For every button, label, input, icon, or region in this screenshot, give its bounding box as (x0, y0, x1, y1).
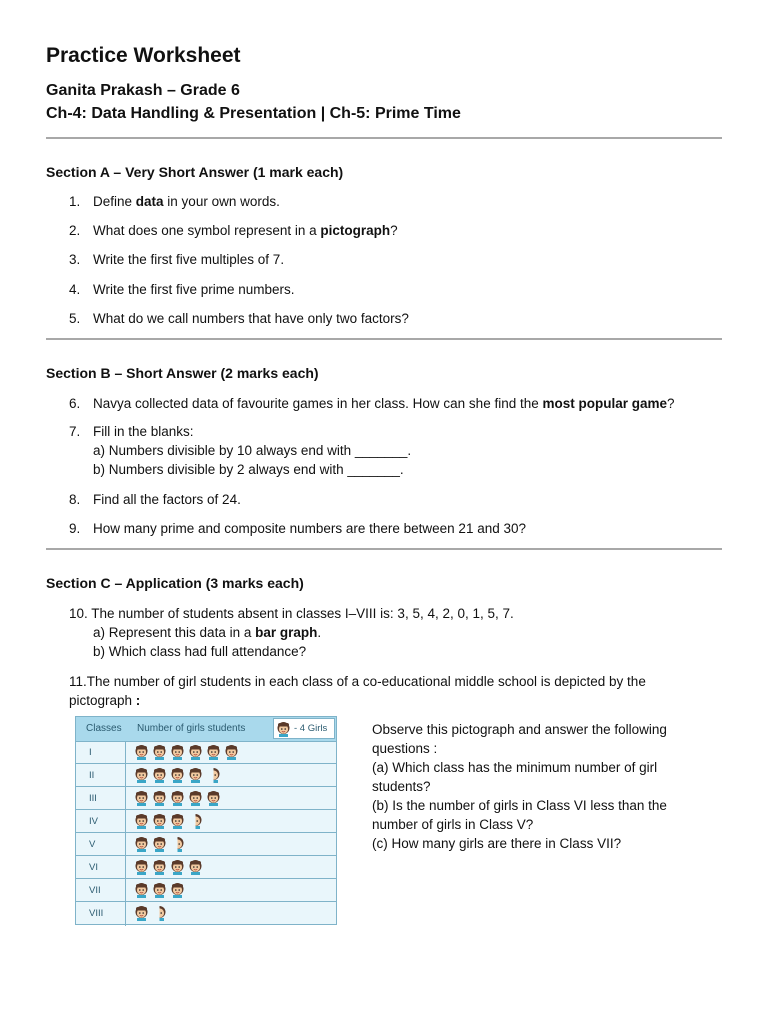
girl-face-icon (224, 744, 239, 760)
question-9: 9. How many prime and composite numbers are there between 21 and 30? (69, 521, 526, 536)
pictograph-questions (372, 720, 702, 853)
row-class-label: III (89, 793, 97, 804)
girl-face-icon (152, 744, 167, 760)
girl-face-icon (152, 836, 167, 852)
girl-face-icon (206, 744, 221, 760)
subtitle: Ganita Prakash – Grade 6 (46, 82, 240, 99)
column-classes: Classes (86, 723, 122, 734)
pictograph-row (76, 741, 336, 764)
girl-face-icon (134, 790, 149, 806)
girl-face-icon (134, 767, 149, 783)
row-class-label: VI (89, 862, 98, 873)
girl-face-icon (188, 859, 203, 875)
pictograph-row (76, 810, 336, 833)
question-7-b: b) Numbers divisible by 2 always end with _______. (93, 462, 404, 477)
pictograph-question-b: (b) Is the number of girls in Class VI less than the number of girls in Class V? (372, 798, 667, 832)
girl-face-icon (134, 744, 149, 760)
question-2: 2. What does one symbol represent in a pictograph? (69, 223, 398, 238)
row-symbols (134, 767, 224, 784)
half-girl-face-icon (170, 836, 185, 852)
chapters-line: Ch-4: Data Handling & Presentation | Ch-5: Prime Time (46, 105, 461, 122)
row-class-label: V (89, 839, 96, 850)
row-symbols (134, 836, 188, 853)
girl-face-icon (170, 882, 185, 898)
girl-face-icon (188, 744, 203, 760)
row-symbols (134, 859, 206, 876)
key-label: - 4 Girls (294, 723, 328, 734)
column-number: Number of girls students (137, 723, 246, 734)
pictograph-table (75, 716, 337, 925)
girl-face-icon (134, 905, 149, 921)
girl-face-icon (188, 790, 203, 806)
pictograph-row (76, 902, 336, 925)
girl-face-icon (134, 813, 149, 829)
girl-face-icon (188, 767, 203, 783)
section-c-heading: Section C – Application (3 marks each) (46, 575, 304, 591)
pictograph-row (76, 787, 336, 810)
row-symbols (134, 744, 242, 761)
girl-face-icon (206, 790, 221, 806)
pictograph-row (76, 833, 336, 856)
pictograph-row (76, 879, 336, 902)
half-girl-face-icon (152, 905, 167, 921)
girl-face-icon (152, 882, 167, 898)
row-symbols (134, 905, 170, 922)
pictograph-intro: Observe this pictograph and answer the following questions : (372, 722, 667, 756)
pictograph-key (273, 718, 335, 739)
question-11: 11.The number of girl students in each class of a co-educational middle school is depicted by the pictograph : (69, 674, 646, 708)
girl-face-icon (152, 859, 167, 875)
girl-face-icon (134, 882, 149, 898)
question-6: 6. Navya collected data of favourite games in her class. How can she find the most popular game? (69, 396, 675, 411)
row-symbols (134, 882, 188, 899)
row-class-label: VII (89, 885, 101, 896)
pictograph-header (76, 717, 336, 742)
question-10-a: a) Represent this data in a bar graph. (93, 625, 322, 640)
girl-face-icon (134, 836, 149, 852)
girl-face-icon (170, 767, 185, 783)
section-b-heading: Section B – Short Answer (2 marks each) (46, 365, 319, 381)
row-class-label: IV (89, 816, 98, 827)
girl-face-icon (134, 859, 149, 875)
page-title: Practice Worksheet (46, 44, 241, 67)
pictograph-question-c: (c) How many girls are there in Class VII? (372, 836, 622, 851)
row-symbols (134, 813, 206, 830)
divider (46, 338, 722, 340)
section-a-heading: Section A – Very Short Answer (1 mark each) (46, 164, 344, 180)
question-10: 10. The number of students absent in classes I–VIII is: 3, 5, 4, 2, 0, 1, 5, 7. a) Represent this data in a bar graph. b) Which class had full attendance? (69, 606, 514, 659)
pictograph-row (76, 856, 336, 879)
row-class-label: I (89, 747, 92, 758)
question-8: 8. Find all the factors of 24. (69, 492, 241, 507)
row-class-label: II (89, 770, 95, 781)
question-7-a: a) Numbers divisible by 10 always end with _______. (93, 443, 412, 458)
question-4: 4. Write the first five prime numbers. (69, 282, 295, 297)
girl-face-icon (276, 721, 291, 742)
half-girl-face-icon (188, 813, 203, 829)
girl-face-icon (152, 790, 167, 806)
girl-face-icon (152, 767, 167, 783)
row-symbols (134, 790, 224, 807)
question-10-b: b) Which class had full attendance? (93, 644, 307, 659)
girl-face-icon (170, 859, 185, 875)
row-class-label: VIII (89, 908, 104, 919)
girl-face-icon (170, 790, 185, 806)
question-5: 5. What do we call numbers that have only two factors? (69, 311, 409, 326)
girl-face-icon (152, 813, 167, 829)
girl-face-icon (170, 813, 185, 829)
divider (46, 137, 722, 139)
question-1: 1. Define data in your own words. (69, 194, 280, 209)
pictograph-question-a: (a) Which class has the minimum number of girl students? (372, 760, 658, 794)
question-7: 7. Fill in the blanks: a) Numbers divisible by 10 always end with _______. b) Numbers divisible by 2 always end with _______. (46, 422, 411, 479)
girl-face-icon (170, 744, 185, 760)
half-girl-face-icon (206, 767, 221, 783)
divider (46, 548, 722, 550)
pictograph-row (76, 764, 336, 787)
question-3: 3. Write the first five multiples of 7. (69, 252, 285, 267)
